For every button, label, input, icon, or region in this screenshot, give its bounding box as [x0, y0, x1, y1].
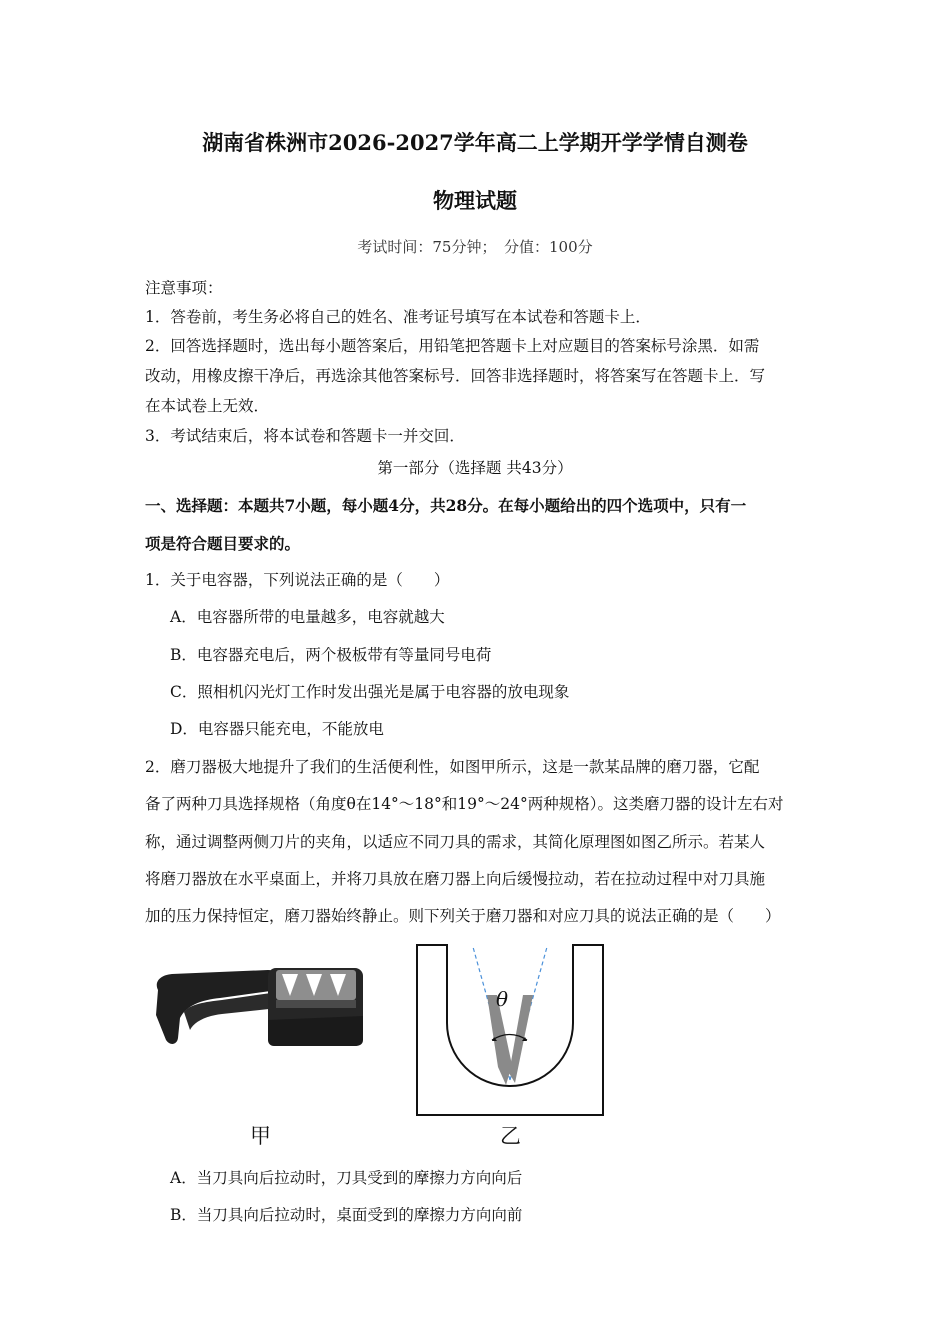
- question-2-stem: 2．磨刀器极大地提升了我们的生活便利性，如图甲所示，这是一款某品牌的磨刀器，它配: [145, 758, 760, 776]
- part-heading: 第一部分（选择题 共43分）: [377, 459, 573, 477]
- exam-info: 考试时间：75分钟； 分值：100分: [357, 238, 593, 256]
- question-2-option-b: B．当刀具向后拉动时，桌面受到的摩擦力方向向前: [170, 1206, 523, 1224]
- angle-theta-label: θ: [496, 987, 509, 1011]
- notice-item: 2．回答选择题时，选出每小题答案后，用铅笔把答题卡上对应题目的答案标号涂黑．如需: [145, 337, 760, 355]
- question-2-stem: 将磨刀器放在水平桌面上，并将刀具放在磨刀器上向后缓慢拉动，若在拉动过程中对刀具施: [145, 870, 766, 888]
- question-1-option-d: D．电容器只能充电，不能放电: [170, 720, 384, 738]
- notice-item: 1．答卷前，考生务必将自己的姓名、准考证号填写在本试卷和答题卡上．: [145, 308, 651, 326]
- figure-label-yi: 乙: [500, 1124, 521, 1148]
- section-instructions: 一、选择题：本题共7小题，每小题4分，共28分。在每小题给出的四个选项中，只有一: [145, 496, 747, 515]
- question-2-stem: 加的压力保持恒定，磨刀器始终静止。则下列关于磨刀器和对应刀具的说法正确的是（ ）: [145, 907, 781, 925]
- question-1-option-a: A．电容器所带的电量越多，电容就越大: [170, 608, 445, 626]
- notice-heading: 注意事项：: [145, 279, 223, 297]
- sharpener-schematic-diagram: [415, 943, 605, 1118]
- question-1-option-c: C．照相机闪光灯工作时发出强光是属于电容器的放电现象: [170, 683, 570, 701]
- subject-title: 物理试题: [433, 188, 517, 213]
- notice-item: 改动，用橡皮擦干净后，再选涂其他答案标号．回答非选择题时，将答案写在答题卡上．写: [145, 367, 766, 385]
- question-1-stem: 1．关于电容器，下列说法正确的是（ ）: [145, 571, 450, 589]
- question-2-stem: 称，通过调整两侧刀片的夹角，以适应不同刀具的需求，其简化原理图如图乙所示。若某人: [145, 833, 766, 851]
- exam-title: 湖南省株洲市2026-2027学年高二上学期开学学情自测卷: [202, 130, 748, 155]
- figure-label-jia: 甲: [250, 1124, 271, 1148]
- question-2-option-a: A．当刀具向后拉动时，刀具受到的摩擦力方向向后: [170, 1169, 523, 1187]
- notice-item: 3．考试结束后，将本试卷和答题卡一并交回．: [145, 427, 465, 445]
- question-2-stem: 备了两种刀具选择规格（角度θ在14°～18°和19°～24°两种规格）。这类磨刀器的设计左右对: [145, 795, 784, 813]
- question-1-option-b: B．电容器充电后，两个极板带有等量同号电荷: [170, 646, 492, 664]
- notice-item: 在本试卷上无效．: [145, 397, 270, 415]
- knife-sharpener-image: [150, 960, 370, 1055]
- section-instructions: 项是符合题目要求的。: [145, 534, 301, 553]
